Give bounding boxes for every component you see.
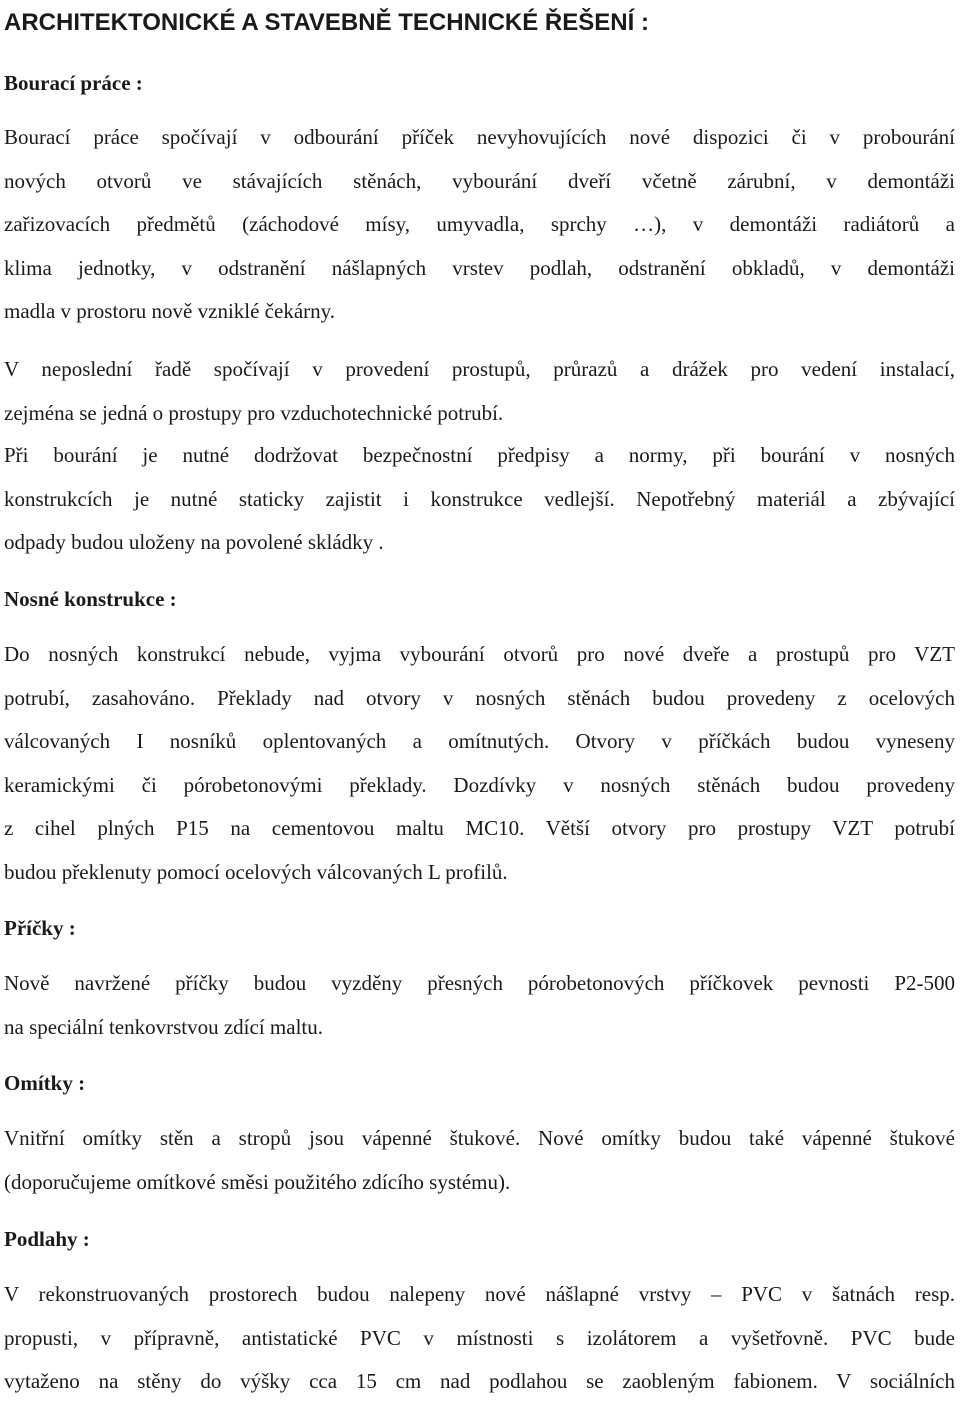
paragraph-nosne-konstrukce [4, 633, 955, 895]
paragraph-podlahy [4, 1273, 955, 1404]
text-line: nových otvorů ve stávajících stěnách, vybourání dveří včetně zárubní, v demontáži [4, 168, 955, 193]
text-line: klima jednotky, v odstranění nášlapných vrstev podlah, odstranění obkladů, v demontáži [4, 255, 955, 280]
text-line: V rekonstruovaných prostorech budou nalepeny nové nášlapné vrstvy – PVC v šatnách resp. [4, 1282, 955, 1306]
paragraph-bouraci-prace-2 [4, 348, 955, 435]
text-line: konstrukcích je nutné staticky zajistit i konstrukce vedlejší. Nepotřebný materiál a zbývající [4, 486, 955, 511]
section-heading-omitky: Omítky : [4, 1071, 86, 1095]
text-line: propusti, v přípravně, antistatické PVC v místnosti s izolátorem a vyšetřovně. PVC bude [4, 1325, 955, 1350]
text-line: vytaženo na stěny do výšky cca 15 cm nad podlahou se zaobleným fabionem. V sociálních [4, 1369, 955, 1394]
paragraph-bouraci-prace-3 [4, 434, 955, 565]
text-line: potrubí, zasahováno. Překlady nad otvory v nosných stěnách budou provedeny z ocelových [4, 685, 955, 710]
document-title: ARCHITEKTONICKÉ A STAVEBNĚ TECHNICKÉ ŘEŠENÍ : [4, 9, 649, 36]
text-line: Při bourání je nutné dodržovat bezpečnostní předpisy a normy, při bourání v nosných [4, 443, 955, 467]
text-line: keramickými či pórobetonovými překlady. Dozdívky v nosných stěnách budou provedeny [4, 772, 955, 797]
paragraph-bouraci-prace-1 [4, 116, 955, 334]
paragraph-omitky [4, 1117, 955, 1204]
text-line: madla v prostoru nově vzniklé čekárny. [4, 299, 336, 324]
text-line: budou překlenuty pomocí ocelových válcovaných L profilů. [4, 859, 508, 884]
text-line: na speciální tenkovrstvou zdící maltu. [4, 1014, 323, 1039]
text-line: válcovaných I nosníků oplentovaných a omítnutých. Otvory v příčkách budou vyneseny [4, 729, 955, 754]
text-line: V neposlední řadě spočívají v provedení prostupů, průrazů a drážek pro vedení instalací, [4, 357, 955, 381]
section-heading-bouraci-prace: Bourací práce : [4, 71, 143, 95]
section-heading-pricky: Příčky : [4, 916, 76, 940]
paragraph-pricky [4, 962, 955, 1049]
text-line: Nově navržené příčky budou vyzděny přesných pórobetonových příčkovek pevnosti P2-500 [4, 971, 955, 995]
text-line: zařizovacích předmětů (záchodové mísy, umyvadla, sprchy …), v demontáži radiátorů a [4, 212, 955, 237]
text-line: z cihel plných P15 na cementovou maltu MC10. Větší otvory pro prostupy VZT potrubí [4, 816, 955, 841]
text-line: (doporučujeme omítkové směsi použitého zdícího systému). [4, 1169, 511, 1194]
text-line: zejména se jedná o prostupy pro vzduchotechnické potrubí. [4, 400, 504, 425]
section-heading-podlahy: Podlahy : [4, 1227, 90, 1251]
section-heading-nosne-konstrukce: Nosné konstrukce : [4, 587, 177, 611]
text-line: Bourací práce spočívají v odbourání příček nevyhovujících nové dispozici či v probourání [4, 125, 955, 149]
text-line: Do nosných konstrukcí nebude, vyjma vybourání otvorů pro nové dveře a prostupů pro VZT [4, 642, 955, 666]
text-line: odpady budou uloženy na povolené skládky . [4, 530, 384, 555]
text-line: Vnitřní omítky stěn a stropů jsou vápenné štukové. Nové omítky budou také vápenné štukové [4, 1126, 955, 1150]
